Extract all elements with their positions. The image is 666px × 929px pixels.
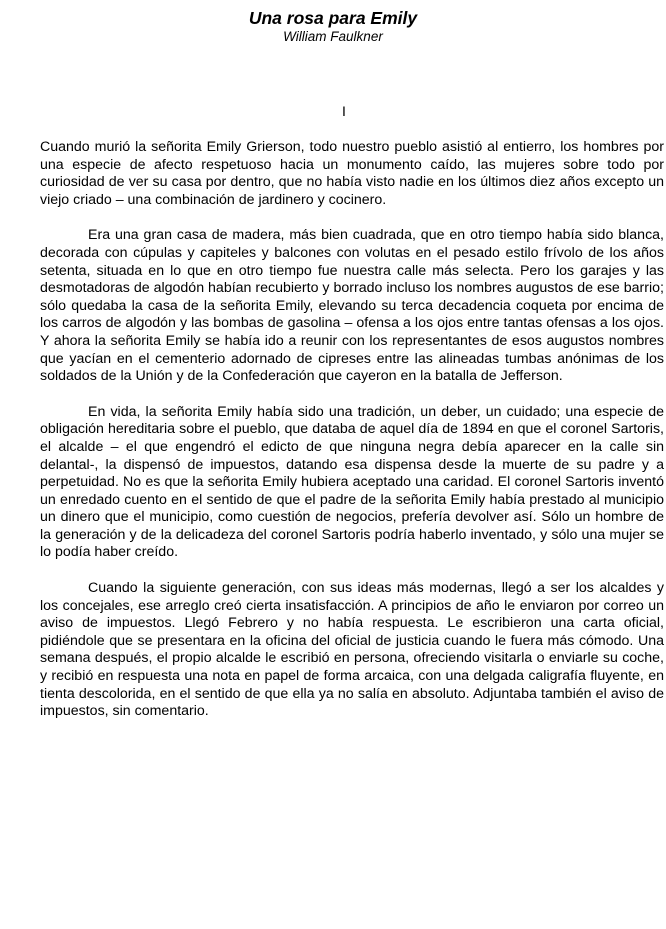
paragraph-4: Cuando la siguiente generación, con sus ideas más modernas, llegó a ser los alcaldes y los concejales, ese arreglo creó cierta insatisfacción. A principios de año le enviaron por correo un aviso de impuestos. Llegó Febrero y no había respuesta. Le escribieron una carta oficial, pidiéndole que se presentara en la oficina del oficial de justicia cuando le fuera más cómodo. Una semana después, el propio alcalde le escribió en persona, ofreciendo visitarla o enviarle su coche, y recibió en respuesta una nota en papel de forma arcaica, con una delgada caligrafía fluyente, en tienta descolorida, en el sentido de que ella ya no salía en absoluto. Adjuntaba también el aviso de impuestos, sin comentario. <box>40 580 664 720</box>
document-author: William Faulkner <box>283 29 383 44</box>
paragraph-2: Era una gran casa de madera, más bien cuadrada, que en otro tiempo había sido blanca, decorada con cúpulas y capiteles y balcones con volutas en el pesado estilo frívolo de los años setenta, situada en lo que en otro tiempo fue nuestra calle más selecta. Pero los garajes y las desmotadoras de algodón habían recubierto y borrado incluso los nombres augustos de ese barrio; sólo quedaba la casa de la señorita Emily, elevando su terca decadencia coqueta por encima de los carros de algodón y las bombas de gasolina – ofensa a los ojos entre tantas ofensas a los ojos. Y ahora la señorita Emily se había ido a reunir con los representantes de esos augustos nombres que yacían en el cementerio adornado de cipreses entre las alineadas tumbas anónimas de los soldados de la Unión y de la Confederación que cayeron en la batalla de Jefferson. <box>40 227 664 385</box>
paragraph-1: Cuando murió la señorita Emily Grierson, todo nuestro pueblo asistió al entierro, los hombres por una especie de afecto respetuoso hacia un monumento caído, las mujeres sobre todo por curiosidad de ver su casa por dentro, que no había visto nadie en los últimos diez años excepto un viejo criado – una combinación de jardinero y cocinero. <box>40 139 664 208</box>
paragraph-3: En vida, la señorita Emily había sido una tradición, un deber, un cuidado; una especie de obligación hereditaria sobre el pueblo, que databa de aquel día de 1894 en que el coronel Sartoris, el alcalde – el que engendró el edicto de que ninguna negra debía aparecer en la calle sin delantal-, la dispensó de impuestos, datando esa dispensa desde la muerte de su padre y a perpetuidad. No es que la señorita Emily hubiera aceptado una caridad. El coronel Sartoris inventó un enredado cuento en el sentido de que el padre de la señorita Emily había prestado al municipio un dinero que el municipio, como cuestión de negocios, prefería devolver así. Sólo un hombre de la generación y de la delicadeza del coronel Sartoris podría haberlo inventado, y sólo una mujer se lo podía haber creído. <box>40 403 664 561</box>
chapter-number: I <box>342 103 346 119</box>
body-text <box>40 139 664 739</box>
document-title: Una rosa para Emily <box>248 8 418 28</box>
